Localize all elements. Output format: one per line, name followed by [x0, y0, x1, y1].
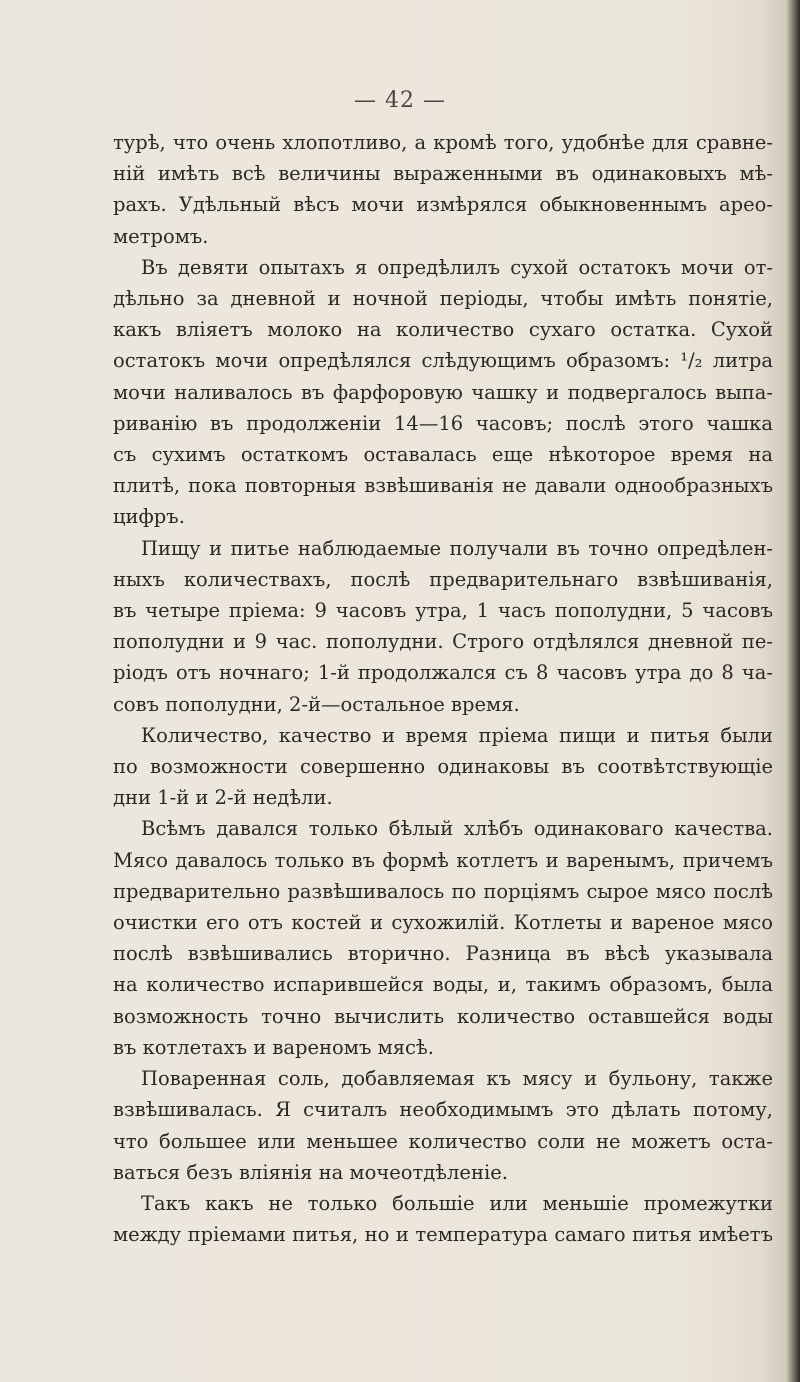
text-line: по возможности совершенно одинаковы въ соотвѣтствующiе — [113, 755, 773, 779]
text-line: Мясо давалось только въ формѣ котлетъ и варенымъ, причемъ — [113, 848, 773, 872]
page-edge-shadow — [786, 0, 800, 1382]
text-line: рiодъ отъ ночнаго; 1-й продолжался съ 8 часовъ утра до 8 ча- — [113, 661, 773, 685]
text-line: какъ влiяетъ молоко на количество сухаго остатка. Сухой — [113, 318, 773, 342]
text-line: метромъ. — [113, 224, 209, 248]
text-line: Всѣмъ давался только бѣлый хлѣбъ одинаковаго качества. — [141, 817, 773, 841]
text-line: совъ пополудни, 2-й—остальное время. — [113, 692, 520, 716]
paragraph — [113, 720, 773, 814]
paragraph — [113, 1063, 773, 1188]
text-line: рахъ. Удѣльный вѣсъ мочи измѣрялся обыкновеннымъ арео- — [113, 193, 773, 217]
text-line: между прiемами питья, но и температура самаго питья имѣетъ — [113, 1223, 773, 1247]
text-line: Такъ какъ не только большiе или меньшiе промежутки — [141, 1191, 773, 1215]
text-line: въ четыре прiема: 9 часовъ утра, 1 часъ пополудни, 5 часовъ — [113, 599, 773, 623]
text-line: мочи наливалось въ фарфоровую чашку и подвергалось выпа- — [113, 380, 773, 404]
text-line: ныхъ количествахъ, послѣ предварительнаго взвѣшиванiя, — [113, 567, 773, 591]
text-line: возможность точно вычислить количество оставшейся воды — [113, 1004, 773, 1028]
text-line: на количество испарившейся воды, и, такимъ образомъ, была — [113, 973, 773, 997]
text-line: цифръ. — [113, 505, 185, 529]
paragraph — [113, 813, 773, 1063]
paragraph — [113, 252, 773, 533]
text-line: плитѣ, пока повторныя взвѣшиванiя не давали однообразныхъ — [113, 474, 773, 498]
text-line: въ котлетахъ и вареномъ мясѣ. — [113, 1035, 434, 1059]
paragraph — [113, 1188, 773, 1250]
text-line: послѣ взвѣшивались вторично. Разница въ вѣсѣ указывала — [113, 942, 773, 966]
text-line: Пищу и питье наблюдаемые получали въ точно опредѣлен- — [141, 536, 773, 560]
text-line: Поваренная соль, добавляемая къ мясу и бульону, также — [141, 1067, 773, 1091]
text-line: очистки его отъ костей и сухожилiй. Котлеты и вареное мясо — [113, 911, 773, 935]
text-line: предварительно развѣшивалось по порцiямъ сырое мясо послѣ — [113, 879, 773, 903]
text-line: дѣльно за дневной и ночной перiоды, чтобы имѣть понятiе, — [113, 287, 773, 311]
text-line: пополудни и 9 час. пополудни. Строго отдѣлялся дневной пе- — [113, 630, 773, 654]
text-line: взвѣшивалась. Я считалъ необходимымъ это дѣлать потому, — [113, 1098, 773, 1122]
text-line: что большее или меньшее количество соли не можетъ оста- — [113, 1129, 773, 1153]
paragraph — [113, 533, 773, 720]
text-line: турѣ, что очень хлопотливо, а кромѣ того, удобнѣе для сравне- — [113, 131, 773, 154]
text-line: риванiю въ продолженiи 14—16 часовъ; послѣ этого чашка — [113, 411, 773, 435]
text-line: съ сухимъ остаткомъ оставалась еще нѣкоторое время на — [113, 443, 773, 467]
text-line: дни 1-й и 2-й недѣли. — [113, 786, 333, 810]
text-line: нiй имѣть всѣ величины выраженными въ одинаковыхъ мѣ- — [113, 162, 773, 186]
page-number: — 42 — — [354, 88, 446, 113]
text-line: ваться безъ влiянiя на мочеотдѣленiе. — [113, 1160, 508, 1184]
text-line: Количество, качество и время прiема пищи и питья были — [141, 723, 773, 747]
paragraph — [113, 127, 773, 252]
text-line: Въ девяти опытахъ я опредѣлилъ сухой остатокъ мочи от- — [141, 255, 773, 279]
text-line: остатокъ мочи опредѣлялся слѣдующимъ образомъ: ¹/₂ литра — [113, 349, 773, 373]
body-text — [113, 127, 773, 1250]
